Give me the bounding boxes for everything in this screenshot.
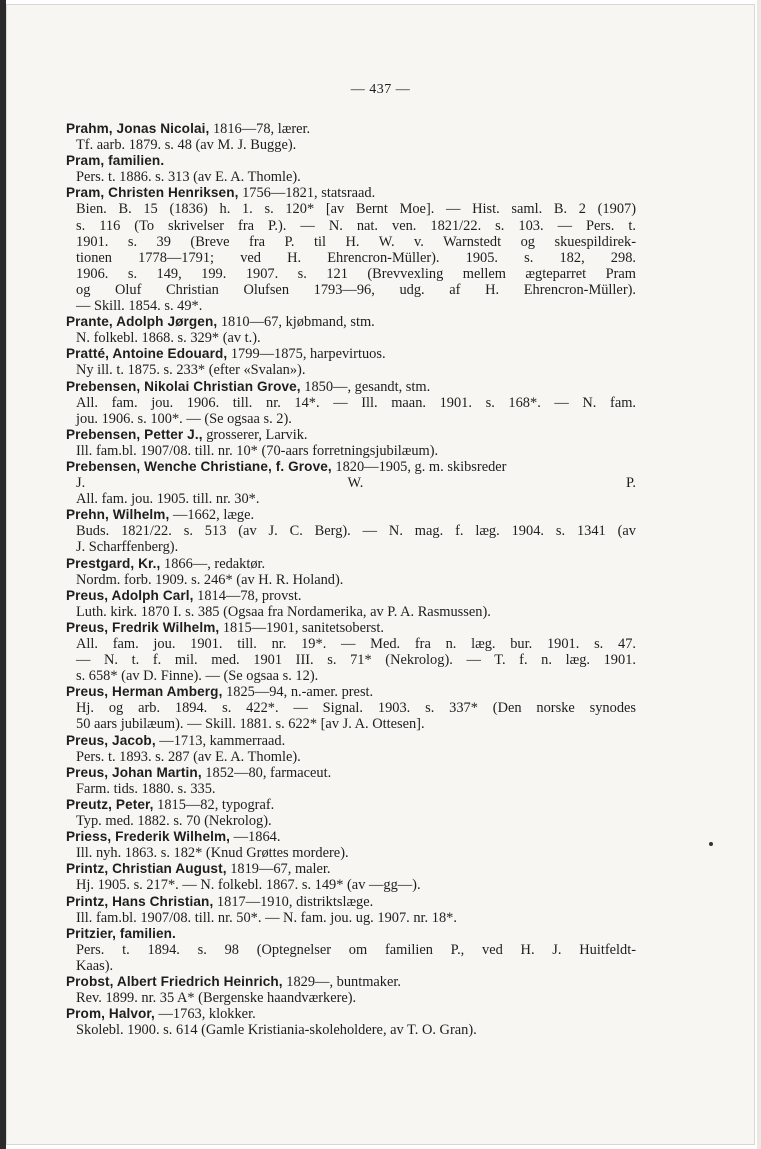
entry-reference-line: 50 aars jubilæum). — Skill. 1881. s. 622* [av J. A. Ottesen]. — [76, 716, 425, 733]
entry-name: Prebensen, Petter J., — [66, 426, 203, 442]
entry-heading-line — [66, 829, 636, 845]
entry — [66, 379, 636, 427]
entry-heading-line — [66, 588, 636, 604]
scan-edge-right — [757, 0, 761, 1149]
entry-reference-line: Buds. 1821/22. s. 513 (av J. C. Berg). — N. mag. f. læg. 1904. s. 1341 (av — [76, 523, 636, 540]
entry — [66, 153, 636, 185]
entry-description: 1816—78, lærer. — [209, 121, 311, 137]
entry-reference-line: All. fam. jou. 1901. till. nr. 19*. — Med. fra n. læg. bur. 1901. s. 47. — [76, 636, 636, 652]
entry-description: —1713, kammerraad. — [155, 732, 286, 749]
entry-description: 1852—80, farmaceut. — [201, 764, 332, 781]
entry-name: Preus, Fredrik Wilhelm, — [66, 619, 220, 635]
entry-reference-line: Farm. tids. 1880. s. 335. — [76, 780, 216, 797]
entry-description: 1817—1910, distriktslæge. — [213, 893, 374, 910]
entry-description: 1815—82, typograf. — [153, 796, 275, 813]
entry-name: Prante, Adolph Jørgen, — [66, 314, 218, 330]
entry-reference-line: Nordm. forb. 1909. s. 246* (av H. R. Holand). — [76, 571, 344, 588]
entry-reference-line: All. fam. jou. 1905. till. nr. 30*. — [76, 491, 260, 508]
entry-heading-line — [66, 684, 636, 700]
entry-reference-line: N. folkebl. 1868. s. 329* (av t.). — [76, 330, 261, 347]
entry-description: —1662, læge. — [169, 507, 255, 524]
entry-heading-line — [66, 926, 636, 942]
entry-reference-line: — N. t. f. mil. med. 1901 III. s. 71* (Nekrolog). — T. f. n. læg. 1901. — [76, 652, 636, 669]
entry-reference-line: Ill. fam.bl. 1907/08. till. nr. 10* (70-aars forretningsjubilæum). — [76, 442, 439, 459]
ink-speck — [709, 842, 713, 846]
entry — [66, 733, 636, 765]
entry-reference-line: jou. 1906. s. 100*. — (Se ogsaa s. 2). — [76, 410, 292, 427]
entry-name: Pritzier, familien. — [66, 925, 176, 941]
entry-heading-line — [66, 379, 636, 395]
entry-reference-line: Bien. B. 15 (1836) h. 1. s. 120* [av Bernt Moe]. — Hist. saml. B. 2 (1907) — [76, 201, 636, 218]
entry-name: Prahm, Jonas Nicolai, — [66, 121, 210, 136]
entry-description: 1810—67, kjøbmand, stm. — [217, 314, 375, 331]
entry-description: 1820—1905, g. m. skibsreder — [331, 458, 507, 475]
entry-heading-line — [66, 974, 636, 990]
entry-heading-line — [66, 1006, 636, 1022]
entry-name: Preus, Jacob, — [66, 732, 156, 748]
entry-reference-line: s. 116 (To skrivelser fra P.). — N. nat. ven. 1821/22. s. 103. — Pers. t. — [76, 217, 636, 234]
entry — [66, 894, 636, 926]
entry — [66, 684, 636, 732]
entry-name: Prebensen, Nikolai Christian Grove, — [66, 378, 301, 394]
entry-reference-line: tionen 1778—1791; ved H. Ehrencron-Müller). 1905. s. 182, 298. — [76, 249, 636, 266]
entry-reference-line: Ill. nyh. 1863. s. 182* (Knud Grøttes mordere). — [76, 845, 349, 862]
entry — [66, 1006, 636, 1038]
entry-reference-line: All. fam. jou. 1906. till. nr. 14*. — Ill. maan. 1901. s. 168*. — N. fam. — [76, 394, 636, 411]
entry-heading-line — [66, 346, 636, 362]
entry-name: Prestgard, Kr., — [66, 555, 161, 571]
entry-description: —1763, klokker. — [154, 1006, 256, 1023]
entry — [66, 314, 636, 346]
entry-reference-line: Ny ill. t. 1875. s. 233* (efter «Svalan»). — [76, 362, 306, 379]
entry-reference-line: s. 658* (av D. Finne). — (Se ogsaa s. 12). — [76, 668, 319, 685]
entry-reference-line: Typ. med. 1882. s. 70 (Nekrolog). — [76, 813, 272, 830]
entry-description: 1815—1901, sanitetsoberst. — [219, 619, 384, 636]
entry-heading-line — [66, 314, 636, 330]
entry-name: Probst, Albert Friedrich Heinrich, — [66, 973, 283, 989]
entry-name: Prehn, Wilhelm, — [66, 507, 170, 523]
entry-heading-line — [66, 861, 636, 877]
entry — [66, 974, 636, 1006]
entry — [66, 556, 636, 588]
entry-name: Preutz, Peter, — [66, 796, 154, 812]
entry-reference-line: J. W. P. — [76, 475, 636, 492]
entry-heading-line — [66, 765, 636, 781]
entry-list — [66, 121, 636, 1038]
entry-reference-line: 1906. s. 149, 199. 1907. s. 121 (Brevvexling mellem ægteparret Pram — [76, 265, 636, 282]
entry-description: 1829—, buntmaker. — [282, 973, 401, 990]
entry-reference-line: Tf. aarb. 1879. s. 48 (av M. J. Bugge). — [76, 137, 297, 154]
entry-name: Prebensen, Wenche Christiane, f. Grove, — [66, 458, 332, 474]
entry-heading-line — [66, 427, 636, 443]
entry — [66, 861, 636, 893]
entry — [66, 346, 636, 378]
entry-name: Priess, Frederik Wilhelm, — [66, 829, 231, 845]
entry-reference-line: J. Scharffenberg). — [76, 539, 179, 556]
entry-heading-line — [66, 459, 636, 475]
entry-heading-line — [66, 797, 636, 813]
entry-description: 1814—78, provst. — [193, 587, 302, 604]
entry-reference-line: 1901. s. 39 (Breve fra P. til H. W. v. Warnstedt og skuespildirek- — [76, 233, 636, 250]
entry-reference-line: Pers. t. 1894. s. 98 (Optegnelser om familien P., ved H. J. Huitfeldt- — [76, 941, 636, 958]
entry-description: 1866—, redaktør. — [160, 555, 266, 572]
entry-heading-line — [66, 733, 636, 749]
entry-name: Printz, Hans Christian, — [66, 893, 214, 909]
entry-description: 1756—1821, statsraad. — [238, 185, 376, 202]
entry — [66, 588, 636, 620]
entry — [66, 797, 636, 829]
entry-reference-line: Rev. 1899. nr. 35 A* (Bergenske haandværkere). — [76, 990, 357, 1007]
entry-description: grosserer, Larvik. — [202, 426, 308, 443]
entry-reference-line: Pers. t. 1886. s. 313 (av E. A. Thomle). — [76, 169, 301, 186]
entry — [66, 507, 636, 555]
entry-description: 1825—94, n.-amer. prest. — [222, 684, 374, 701]
entry — [66, 121, 636, 153]
entry — [66, 459, 636, 507]
entry-name: Prom, Halvor, — [66, 1006, 155, 1022]
entry-heading-line — [66, 153, 636, 169]
entry-reference-line: Skolebl. 1900. s. 614 (Gamle Kristiania-skoleholdere, av T. O. Gran). — [76, 1022, 477, 1039]
entry-name: Preus, Adolph Carl, — [66, 587, 194, 603]
entry-description: 1819—67, maler. — [226, 861, 331, 878]
entry-name: Pram, Christen Henriksen, — [66, 185, 239, 201]
entry-description: 1799—1875, harpevirtuos. — [227, 346, 386, 363]
entry-reference-line: — Skill. 1854. s. 49*. — [76, 298, 203, 315]
entry-heading-line — [66, 556, 636, 572]
entry-reference-line: Hj. og arb. 1894. s. 422*. — Signal. 1903. s. 337* (Den norske synodes — [76, 700, 636, 717]
entry-reference-line: Kaas). — [76, 957, 114, 974]
entry — [66, 765, 636, 797]
entry-description: —1864. — [230, 829, 281, 846]
entry-reference-line: Luth. kirk. 1870 I. s. 385 (Ogsaa fra Nordamerika, av P. A. Rasmussen). — [76, 603, 491, 620]
entry-name: Pram, familien. — [66, 153, 165, 169]
entry-heading-line — [66, 185, 636, 201]
page-number: — 437 — — [350, 82, 411, 97]
entry-name: Pratté, Antoine Edouard, — [66, 346, 228, 362]
entry-heading-line — [66, 620, 636, 636]
entry-reference-line: Ill. fam.bl. 1907/08. till. nr. 50*. — N. fam. jou. ug. 1907. nr. 18*. — [76, 909, 457, 926]
entry-name: Printz, Christian August, — [66, 861, 227, 877]
entry-heading-line — [66, 894, 636, 910]
entry — [66, 427, 636, 459]
entry-reference-line: Hj. 1905. s. 217*. — N. folkebl. 1867. s. 149* (av —gg—). — [76, 877, 421, 894]
entry-description: 1850—, gesandt, stm. — [300, 378, 431, 395]
entry — [66, 620, 636, 684]
entry — [66, 185, 636, 314]
entry-heading-line — [66, 507, 636, 523]
entry — [66, 926, 636, 974]
entry — [66, 829, 636, 861]
entry-name: Preus, Herman Amberg, — [66, 684, 223, 700]
entry-name: Preus, Johan Martin, — [66, 764, 202, 780]
entry-reference-line: Pers. t. 1893. s. 287 (av E. A. Thomle). — [76, 748, 301, 765]
entry-heading-line — [66, 121, 636, 137]
entry-reference-line: og Oluf Christian Olufsen 1793—96, udg. af H. Ehrencron-Müller). — [76, 281, 636, 298]
